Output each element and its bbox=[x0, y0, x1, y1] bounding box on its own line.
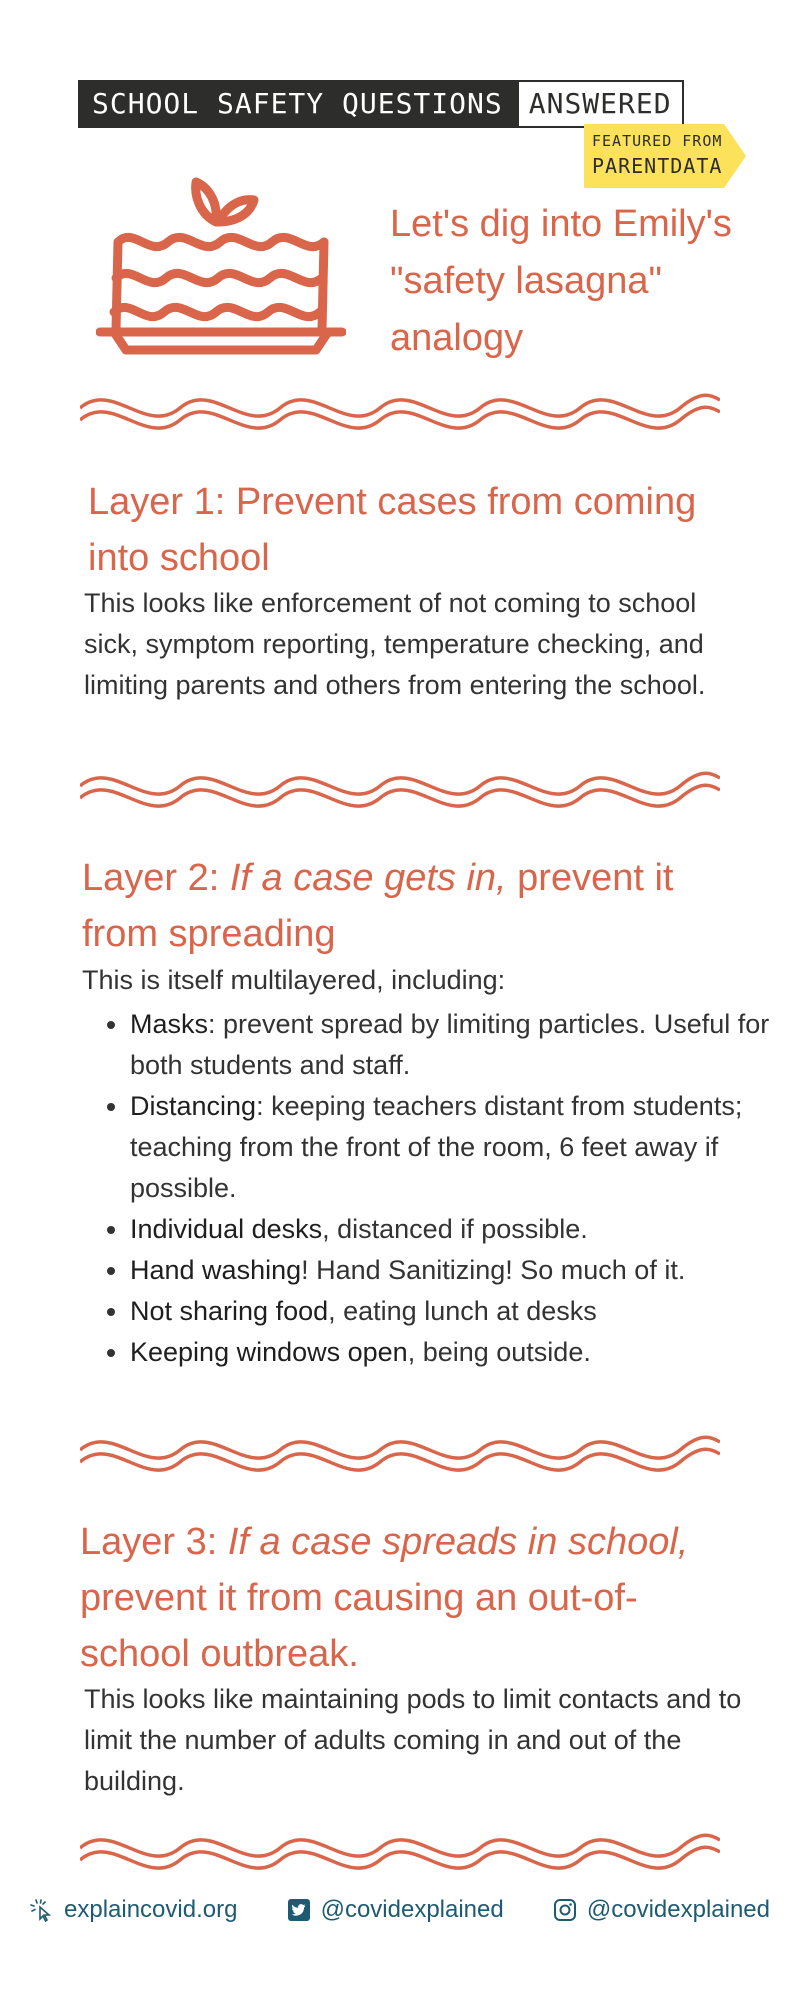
layer1-title-text: Prevent cases from coming into school bbox=[88, 481, 697, 579]
instagram-handle[interactable]: @covidexplained bbox=[586, 1896, 770, 1923]
list-item bbox=[130, 1209, 770, 1250]
featured-badge bbox=[584, 124, 724, 188]
header-title-light: ANSWERED bbox=[517, 80, 684, 128]
bullet-detail: : keeping teachers distant from students; teaching from the front of the room, 6 feet away if possible. bbox=[130, 1091, 743, 1203]
lasagna-icon bbox=[96, 170, 346, 360]
bullet-detail: , being outside. bbox=[407, 1337, 591, 1367]
bullet-term: Masks bbox=[130, 1009, 209, 1039]
bullet-term: Keeping windows open bbox=[130, 1337, 408, 1367]
list-item bbox=[130, 1250, 770, 1291]
layer2-lead: Layer 2 bbox=[82, 857, 209, 899]
layer2-title-italic: If a case gets in, bbox=[229, 857, 507, 899]
layer3-title bbox=[80, 1514, 740, 1682]
wave-divider-4 bbox=[80, 1822, 720, 1878]
layer3-title-italic: If a case spreads in school, bbox=[227, 1521, 689, 1563]
cursor-click-icon bbox=[30, 1898, 54, 1922]
featured-source: PARENTDATA bbox=[592, 154, 723, 178]
layer2-intro: This is itself multilayered, including: bbox=[82, 965, 506, 995]
list-item bbox=[130, 1004, 770, 1086]
intro-heading: Let's dig into Emily's "safety lasagna" analogy bbox=[390, 203, 732, 359]
layer1-title bbox=[88, 474, 748, 586]
header-title-dark: SCHOOL SAFETY QUESTIONS bbox=[78, 80, 517, 128]
layer1-body: This looks like enforcement of not coming to school sick, symptom reporting, temperature checking, and limiting parents and others from entering the school. bbox=[84, 588, 706, 700]
layer3-title-text: prevent it from causing an out-of-school outbreak. bbox=[80, 1577, 638, 1675]
layer1-lead: Layer 1: bbox=[88, 481, 226, 523]
layer2-bullet-list bbox=[82, 1004, 770, 1373]
list-item bbox=[130, 1291, 770, 1332]
website-link[interactable]: explaincovid.org bbox=[64, 1896, 238, 1923]
footer-website[interactable] bbox=[30, 1896, 237, 1924]
instagram-icon bbox=[553, 1898, 577, 1922]
bullet-term: Hand washing bbox=[130, 1255, 302, 1285]
footer-twitter[interactable] bbox=[287, 1896, 504, 1924]
footer-instagram[interactable] bbox=[553, 1896, 770, 1924]
header-banner bbox=[78, 80, 684, 128]
bullet-term: Not sharing food bbox=[130, 1296, 329, 1326]
list-item bbox=[130, 1086, 770, 1209]
layer2-title bbox=[82, 850, 742, 962]
twitter-handle[interactable]: @covidexplained bbox=[320, 1896, 504, 1923]
wave-divider-3 bbox=[80, 1424, 720, 1480]
footer bbox=[30, 1896, 770, 1924]
bullet-detail: , eating lunch at desks bbox=[328, 1296, 597, 1326]
wave-divider-2 bbox=[80, 760, 720, 816]
featured-label: FEATURED FROM bbox=[592, 132, 723, 150]
bullet-detail: , distanced if possible. bbox=[322, 1214, 588, 1244]
layer3-lead: Layer 3 bbox=[80, 1521, 207, 1563]
bullet-term: Distancing bbox=[130, 1091, 257, 1121]
layer3-body: This looks like maintaining pods to limit contacts and to limit the number of adults coming in and out of the building. bbox=[84, 1684, 742, 1796]
layer2-title-text: prevent it from spreading bbox=[82, 857, 674, 955]
bullet-detail: ! Hand Sanitizing! So much of it. bbox=[301, 1255, 686, 1285]
layer2-colon: : bbox=[208, 857, 230, 899]
bullet-term: Individual desks bbox=[130, 1214, 323, 1244]
twitter-icon bbox=[287, 1898, 311, 1922]
bullet-detail: : prevent spread by limiting particles. Useful for both students and staff. bbox=[130, 1009, 770, 1080]
wave-divider-1 bbox=[80, 382, 720, 438]
list-item bbox=[130, 1332, 770, 1373]
layer3-colon: : bbox=[206, 1521, 228, 1563]
